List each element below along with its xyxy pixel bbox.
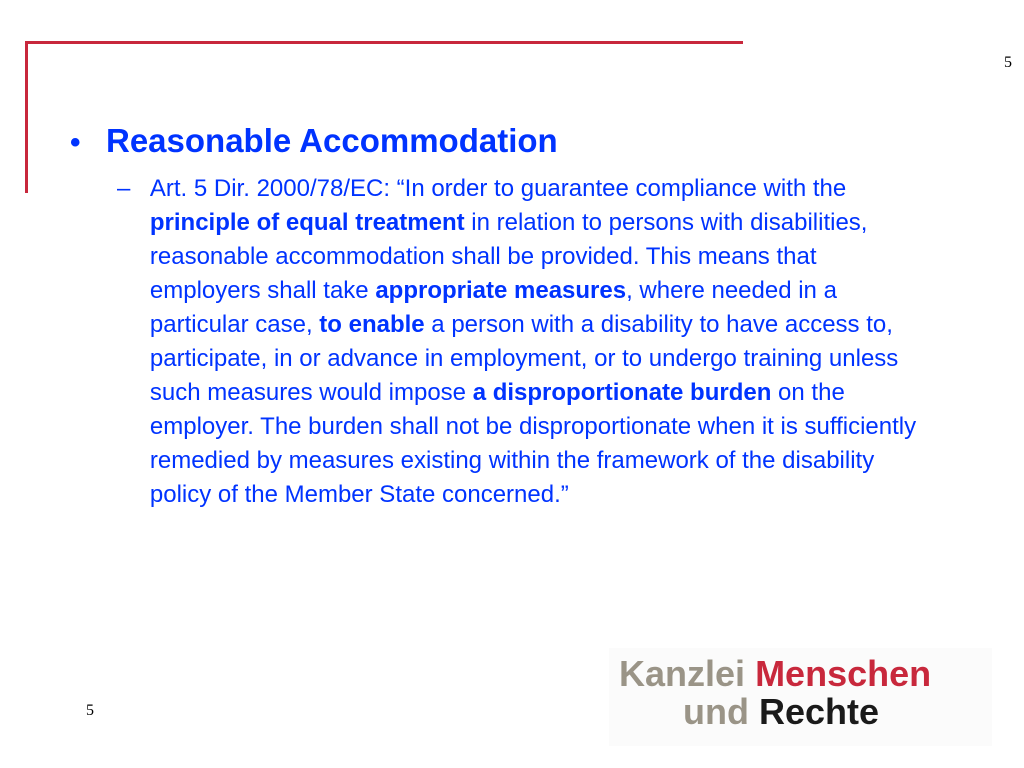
quote-text-segment: Art. 5 Dir. 2000/78/EC: “In order to guarantee compliance with the [149,175,847,202]
quote-paragraph [150,172,917,512]
page-number-top: 5 [1004,54,1012,71]
logo-word-rechte: Rechte [759,691,880,732]
logo-word-kanzlei: Kanzlei [619,653,746,694]
emphasis-appropriate-measures: appropriate measures [375,277,627,304]
logo-word-und: und [683,691,749,732]
bullet-symbol: • [70,126,81,159]
logo-word-menschen: Menschen [755,653,932,694]
kanzlei-logo [609,648,992,746]
top-accent-rule [25,41,743,44]
quote-text-segment: in relation to persons with disabilities, reasonable accommodation shall be provided. This means that employers shall take [149,209,868,304]
quote-text-segment: a person with a disability to have access to, participate, in or advance in employment, or to undergo training unless such measures would impose [149,311,899,406]
quote-text-segment: on the employer. The burden shall not be disproportionate when it is sufficiently remedied by measures existing within the framework of the disability policy of the Member State concerned.” [149,379,917,508]
page-number-bottom: 5 [86,702,94,719]
emphasis-equal-treatment: principle of equal treatment [149,209,465,236]
quote-text-segment: , where needed in a particular case, [149,277,837,338]
emphasis-to-enable: to enable [319,311,425,338]
emphasis-disproportionate-burden: a disproportionate burden [472,379,772,406]
logo-line-2 [683,690,879,734]
left-accent-rule [25,41,28,193]
slide-heading: Reasonable Accommodation [106,122,558,159]
sub-bullet-symbol: – [117,175,131,202]
sub-bullet-item [117,172,917,512]
bullet-item [70,122,558,160]
